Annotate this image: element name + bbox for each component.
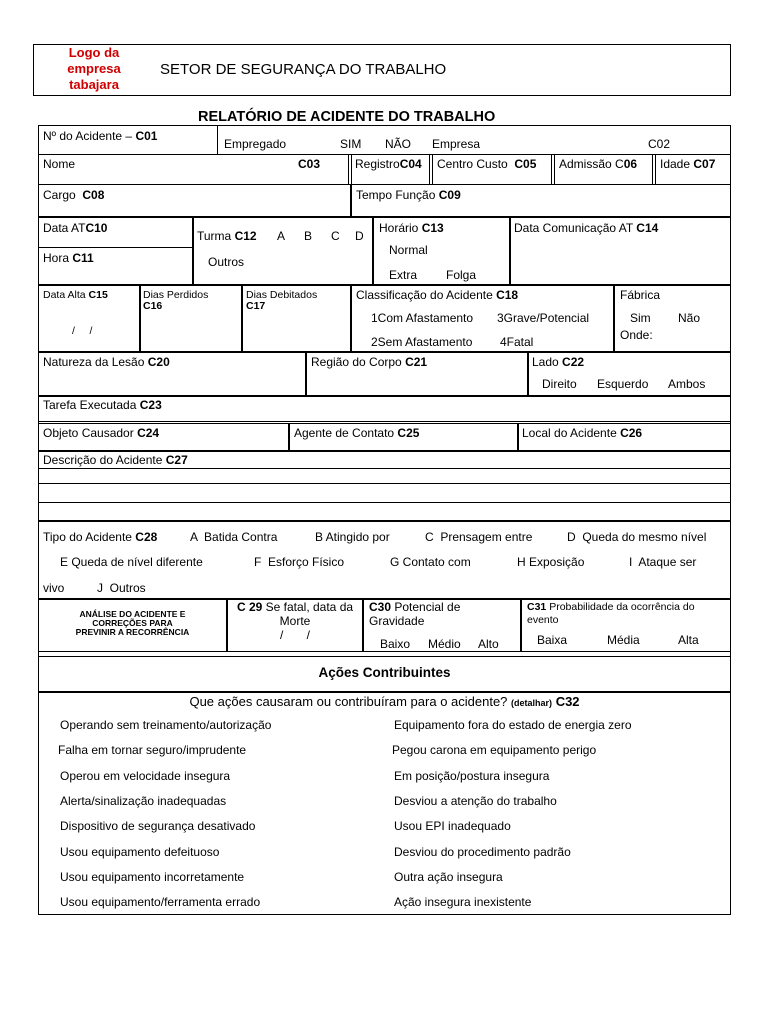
tipo-option-h[interactable]: H Exposição [517,555,585,569]
accident-no-label: Nº do Acidente – C01 [43,129,158,143]
acao-right-item[interactable]: Desviou a atenção do trabalho [394,794,557,808]
descricao-line-1 [38,468,731,469]
fabrica-nao-option[interactable]: Não [678,311,701,325]
descricao-line-3 [38,502,731,503]
report-title: RELATÓRIO DE ACIDENTE DO TRABALHO [198,109,496,125]
analise-line-3: PREVINIR A RECORRÊNCIA [75,627,190,637]
acao-left-item[interactable]: Usou equipamento incorretamente [60,870,245,884]
descricao-label: Descrição do Acidente C27 [43,453,188,467]
horario-label: Horário C13 [379,221,444,235]
analise-label [40,610,225,637]
logo-line-2: empresa [67,61,121,76]
company-logo-text [56,45,132,93]
acoes-question: Que ações causaram ou contribuíram para o acidente? (detalhar) C32 [189,694,580,709]
lado-esquerdo-option[interactable]: Esquerdo [597,377,649,391]
code-c02: C02 [648,137,671,151]
data-alta-slashes: / / [72,325,93,337]
dias-perdidos-label: Dias Perdidos [143,289,209,301]
tipo-option-g[interactable]: G Contato com [390,555,471,569]
acao-left-item[interactable]: Alerta/sinalização inadequadas [60,794,227,808]
hora-label: Hora C11 [43,251,94,265]
admissao-label: Admissão C06 [559,157,638,171]
tipo-option-a[interactable]: A Batida Contra [190,530,278,544]
tipo-option-c[interactable]: C Prensagem entre [425,530,533,544]
data-comunicacao-label: Data Comunicação AT C14 [514,221,659,235]
acao-left-item[interactable]: Usou equipamento defeituoso [60,845,220,859]
turma-option-outros[interactable]: Outros [208,255,245,269]
name-code: C03 [298,157,321,171]
natureza-label: Natureza da Lesão C20 [43,355,170,369]
tarefa-label: Tarefa Executada C23 [43,398,162,412]
dias-debitados-label: Dias Debitados [246,289,318,301]
idade-label: Idade C07 [660,157,716,171]
tipo-vivo-text: vivo [43,581,65,595]
acao-right-item[interactable]: Equipamento fora do estado de energia zero [394,718,632,732]
classificacao-option-1[interactable]: 1Com Afastamento [371,311,474,325]
fabrica-sim-option[interactable]: Sim [630,311,651,325]
horario-option-extra[interactable]: Extra [389,268,418,282]
employee-sim-option[interactable]: SIM [340,137,362,151]
turma-option-b[interactable]: B [304,229,313,243]
tipo-option-i[interactable]: I Ataque ser [629,555,697,569]
acao-right-item[interactable]: Pegou carona em equipamento perigo [392,743,597,757]
tipo-option-b[interactable]: B Atingido por [315,530,390,544]
acoes-title: Ações Contribuintes [318,665,451,680]
acao-right-item[interactable]: Desviou do procedimento padrão [394,845,571,859]
acao-right-item[interactable]: Outra ação insegura [394,870,503,884]
c31-media-option[interactable]: Média [607,633,640,647]
name-label: Nome [43,157,76,171]
company-label: Empresa [432,137,481,151]
horario-option-normal[interactable]: Normal [389,243,428,257]
lado-label: Lado C22 [532,355,585,369]
c31-label: C31 Probabilidade da ocorrência do [527,601,695,613]
objeto-label: Objeto Causador C24 [43,426,160,440]
sector-title: SETOR DE SEGURANÇA DO TRABALHO [160,61,447,78]
logo-line-3: tabajara [69,77,119,92]
c31-label-2: evento [527,614,559,626]
descricao-line-2 [38,483,731,484]
analise-line-2: CORREÇÕES PARA [92,618,173,628]
c31-baixa-option[interactable]: Baixa [537,633,568,647]
logo-line-1: Logo da [68,45,120,60]
dias-debitados-code: C17 [246,300,266,312]
c30-label: C30 Potencial de [369,600,461,614]
acao-left-item[interactable]: Operou em velocidade insegura [60,769,231,783]
turma-option-a[interactable]: A [277,229,286,243]
turma-field[interactable] [193,217,373,285]
centro-custo-label: Centro Custo C05 [437,157,537,171]
fabrica-label: Fábrica [620,288,661,302]
tipo-option-j[interactable]: J Outros [97,581,146,595]
agente-label: Agente de Contato C25 [294,426,420,440]
c31-alta-option[interactable]: Alta [678,633,699,647]
classificacao-label: Classificação do Acidente C18 [356,288,519,302]
turma-option-c[interactable]: C [331,229,340,243]
acao-left-item[interactable]: Usou equipamento/ferramenta errado [60,895,261,909]
classificacao-option-3[interactable]: 3Grave/Potencial [497,311,590,325]
turma-label: Turma C12 [197,229,257,243]
local-label: Local do Acidente C26 [522,426,643,440]
employee-nao-option[interactable]: NÃO [385,137,412,151]
tipo-option-d[interactable]: D Queda do mesmo nível [567,530,707,544]
employee-label: Empregado [224,137,287,151]
acao-right-item[interactable]: Usou EPI inadequado [394,819,511,833]
c30-alto-option[interactable]: Alto [478,637,499,651]
data-alta-label: Data Alta C15 [43,289,108,301]
acao-left-item[interactable]: Operando sem treinamento/autorização [60,718,272,732]
c30-baixo-option[interactable]: Baixo [380,637,411,651]
analise-line-1: ANÁLISE DO ACIDENTE E [79,609,186,619]
regiao-label: Região do Corpo C21 [311,355,428,369]
acao-left-item[interactable]: Dispositivo de segurança desativado [60,819,256,833]
fabrica-onde-label: Onde: [620,328,653,342]
acao-left-item[interactable]: Falha em tornar seguro/imprudente [58,743,247,757]
classificacao-option-4[interactable]: 4Fatal [500,335,534,349]
c30-medio-option[interactable]: Médio [428,637,461,651]
dias-perdidos-code: C16 [143,300,163,312]
lado-direito-option[interactable]: Direito [542,377,577,391]
tipo-option-e[interactable]: E Queda de nível diferente [60,555,203,569]
c30-label-2: Gravidade [369,614,425,628]
classificacao-option-2[interactable]: 2Sem Afastamento [371,335,473,349]
tipo-option-f[interactable]: F Esforço Físico [254,555,345,569]
turma-option-d[interactable]: D [355,229,364,243]
registro-label: RegistroC04 [355,157,422,171]
data-at-label: Data ATC10 [43,221,108,235]
c29-label: C 29 Se fatal, data da Morte / / [236,600,354,642]
lado-ambos-option[interactable]: Ambos [668,377,706,391]
acao-right-item[interactable]: Em posição/postura insegura [394,769,550,783]
tipo-acidente-label: Tipo do Acidente C28 [43,530,158,544]
cargo-label: Cargo C08 [43,188,105,202]
tempo-funcao-label: Tempo Função C09 [356,188,461,202]
acao-right-item[interactable]: Ação insegura inexistente [394,895,532,909]
horario-option-folga[interactable]: Folga [446,268,477,282]
